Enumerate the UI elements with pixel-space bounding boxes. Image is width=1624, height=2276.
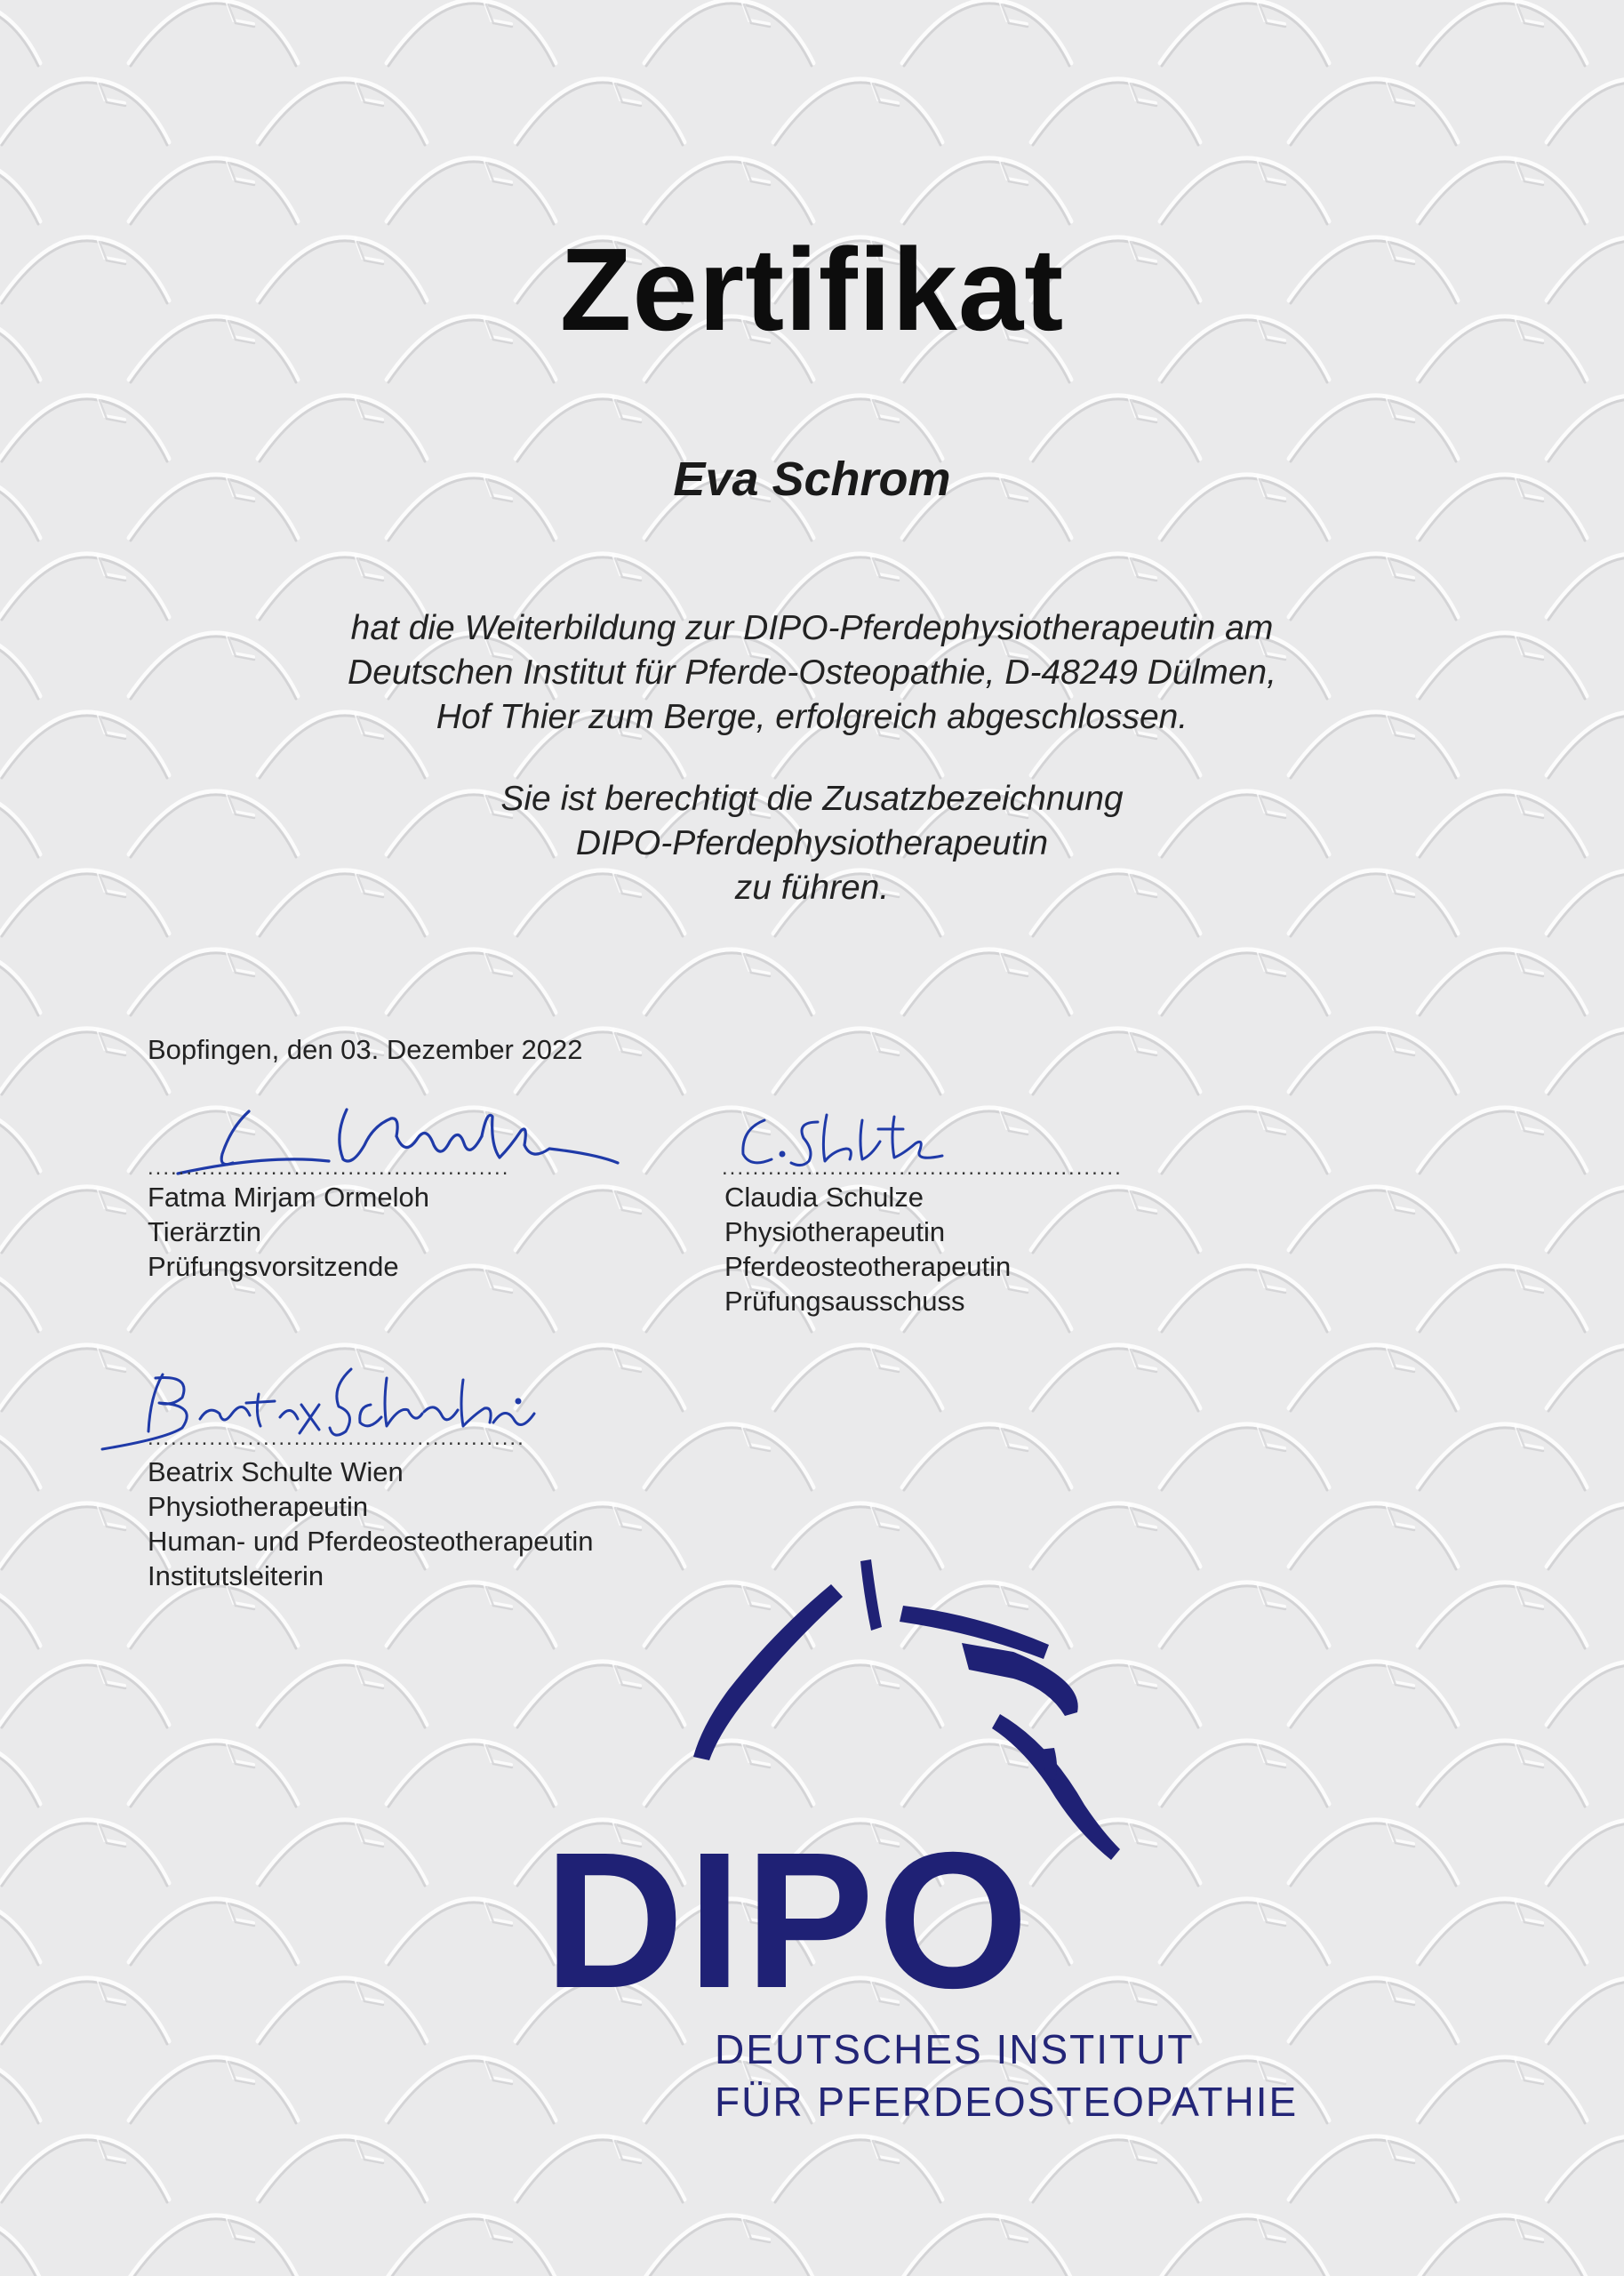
logo-institute-line-1: DEUTSCHES INSTITUT [715,2026,1195,2072]
signatory-2 [724,1180,1011,1318]
signatory-2-qualification: Pferdeosteotherapeutin [724,1251,1012,1282]
entitlement-line-1: Sie ist berechtigt die Zusatzbezeichnung [500,780,1124,818]
signatory-1-function: Prüfungsvorsitzende [148,1251,399,1282]
signatory-3-profession: Physiotherapeutin [148,1491,369,1522]
entitlement-line-3: zu führen. [734,869,890,907]
signatory-1-name: Fatma Mirjam Ormeloh [148,1182,429,1213]
signatory-3-name: Beatrix Schulte Wien [148,1456,404,1487]
signatory-2-profession: Physiotherapeutin [724,1216,946,1247]
logo-wordmark: DIPO [544,1813,1032,2029]
completion-line-2: Deutschen Institut für Pferde-Osteopathie, D-48249 Dülmen, [348,653,1276,692]
place-and-date: Bopfingen, den 03. Dezember 2022 [148,1034,583,1065]
signatory-3-qualification: Human- und Pferdeosteotherapeutin [148,1526,594,1557]
recipient-name: Eva Schrom [673,453,951,506]
entitlement-line-2: DIPO-Pferdephysiotherapeutin [575,824,1049,862]
signatory-2-function: Prüfungsausschuss [724,1286,965,1317]
signatory-3 [148,1455,594,1593]
certificate-paper: Zertifikat Eva Schrom hat die Weiterbildung zur DIPO-Pferdephysiotherapeutin am Deutschen Institut für Pferde-Osteopathie, D-48249 Dülmen, Hof Thier zum Berge, erfolgreich abgeschlossen. Sie ist berechtigt die Zusatzbezeichnung DIPO-Pferdephysiotherapeutin zu führen. Bopfingen, den 03. Dezember 2022 ............................................... Fatma Mirjam Ormeloh Tierärztin Prüfungsvorsitzende .................................................... Claudia Schulze Physiotherapeutin Pferdeosteotherapeutin Prüfungsausschuss ................................................. Beatrix Schulte Wien Physiotherapeutin Human- und Pferdeosteotherapeutin Institutsleiterin DIPO DEUTSCHES INSTITUT FÜR PFERDEOSTEOPATHIE [0,0,1624,2276]
logo-institute-line-2: FÜR PFERDEOSTEOPATHIE [715,2079,1299,2125]
signatory-2-name: Claudia Schulze [724,1182,924,1213]
completion-line-1: hat die Weiterbildung zur DIPO-Pferdephysiotherapeutin am [350,609,1274,647]
completion-statement [0,606,1624,740]
signatory-3-function: Institutsleiterin [148,1560,324,1591]
signatory-1 [148,1180,429,1284]
completion-line-3: Hof Thier zum Berge, erfolgreich abgeschlossen. [436,698,1188,736]
entitlement-statement [0,777,1624,910]
certificate-title: Zertifikat [559,224,1065,355]
signatory-1-role: Tierärztin [148,1216,262,1247]
